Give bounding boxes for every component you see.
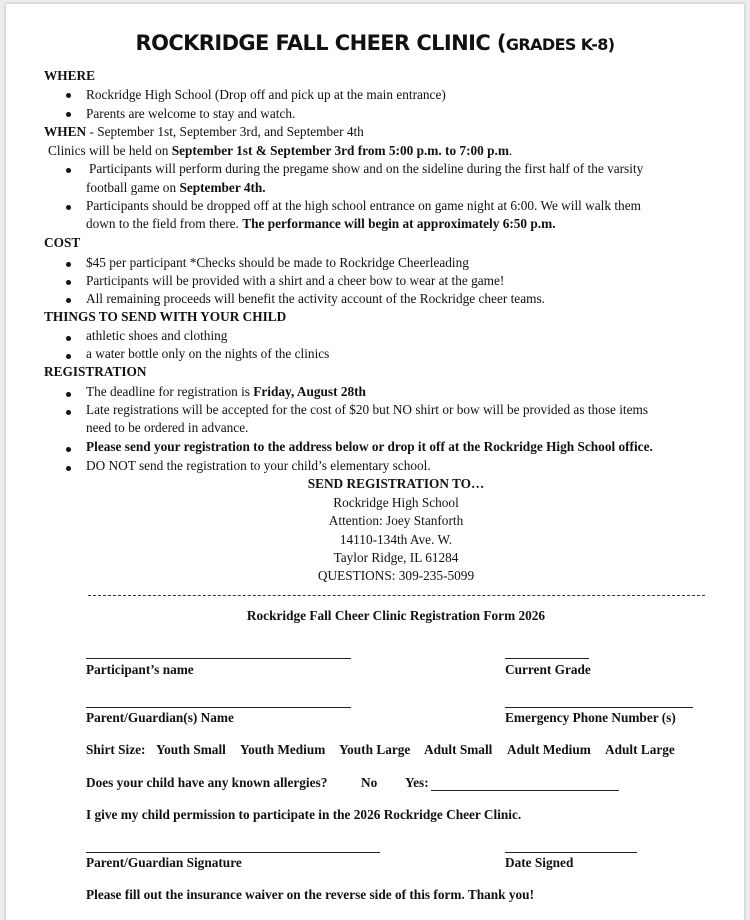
when-item1-bold: September 4th. [179, 180, 266, 195]
when-item1-line2 [86, 179, 266, 197]
when-held-bold: September 1st & September 3rd from 5:00 p.m. to 7:00 p.m [171, 143, 509, 158]
title-grades: GRADES K-8) [505, 35, 615, 54]
bullet-icon [66, 336, 71, 341]
registration-deadline: Friday, August 28th [253, 384, 366, 399]
shirt-size-option[interactable]: Youth Small [156, 742, 226, 757]
current-grade-label: Current Grade [505, 662, 591, 677]
when-heading: WHEN [44, 124, 87, 139]
bullet-icon [66, 410, 71, 415]
when-held-post: . [508, 143, 513, 158]
when-item1-text: football game on [86, 180, 180, 195]
bullet-icon [66, 354, 71, 359]
bullet-icon [66, 262, 71, 267]
where-item: Parents are welcome to stay and watch. [86, 106, 296, 121]
bullet-icon [66, 112, 71, 117]
bullet-icon [66, 447, 71, 452]
cost-heading: COST [44, 235, 81, 250]
when-held [48, 142, 512, 160]
registration-item1-text: The deadline for registration is [86, 384, 254, 399]
emergency-phone-label: Emergency Phone Number (s) [505, 710, 676, 725]
registration-item3: Please send your registration to the address below or drop it off at the Rockridge High School office. [86, 439, 653, 454]
where-item: Rockridge High School (Drop off and pick up at the main entrance) [86, 87, 446, 102]
allergies-field[interactable] [431, 790, 619, 791]
date-signed-field[interactable] [505, 852, 637, 853]
things-item: athletic shoes and clothing [86, 328, 228, 343]
cut-line [88, 595, 705, 596]
when-item2-line2 [86, 215, 556, 233]
emergency-phone-field[interactable] [505, 707, 693, 708]
registration-item4: DO NOT send the registration to your child’s elementary school. [86, 458, 431, 473]
date-signed-label: Date Signed [505, 855, 574, 870]
registration-item2-line2: need to be ordered in advance. [86, 420, 249, 435]
cost-item: Participants will be provided with a shirt and a cheer bow to wear at the game! [86, 273, 505, 288]
when-line [44, 123, 364, 141]
bullet-icon [66, 168, 71, 173]
things-heading: THINGS TO SEND WITH YOUR CHILD [44, 309, 287, 324]
page-title [0, 31, 750, 55]
bullet-icon [66, 93, 71, 98]
shirt-size-option[interactable]: Adult Medium [507, 742, 591, 757]
footer-note: Please fill out the insurance waiver on the reverse side of this form. Thank you! [86, 887, 535, 902]
guardian-name-label: Parent/Guardian(s) Name [86, 710, 234, 725]
where-heading: WHERE [44, 68, 95, 83]
address-line: Rockridge High School [333, 495, 459, 510]
when-item2-line1: Participants should be dropped off at the high school entrance on game night at 6:00. We will walk them [86, 198, 641, 213]
when-item2-text: down to the field from there. [86, 216, 243, 231]
bullet-icon [66, 280, 71, 285]
when-item2-bold: The performance will begin at approximately 6:50 p.m. [242, 216, 556, 231]
shirt-size-option[interactable]: Adult Small [424, 742, 493, 757]
form-title: Rockridge Fall Cheer Clinic Registration Form 2026 [246, 608, 546, 623]
address-line: 14110-134th Ave. W. [339, 532, 453, 547]
registration-item2-line1: Late registrations will be accepted for the cost of $20 but NO shirt or bow will be provided as those items [86, 402, 649, 417]
registration-heading: REGISTRATION [44, 364, 147, 379]
cost-item: All remaining proceeds will benefit the activity account of the Rockridge cheer teams. [86, 291, 545, 306]
when-dates: - September 1st, September 3rd, and September 4th [86, 124, 364, 139]
cost-item: $45 per participant *Checks should be made to Rockridge Cheerleading [86, 255, 469, 270]
bullet-icon [66, 298, 71, 303]
when-held-pre: Clinics will be held on [48, 143, 172, 158]
registration-item1 [86, 383, 366, 401]
shirt-size-option[interactable]: Youth Large [339, 742, 411, 757]
questions-phone: QUESTIONS: 309-235-5099 [317, 568, 475, 583]
participant-name-label: Participant’s name [86, 662, 194, 677]
allergies-no-option[interactable]: No [361, 775, 378, 790]
signature-label: Parent/Guardian Signature [86, 855, 242, 870]
things-item: a water bottle only on the nights of the clinics [86, 346, 330, 361]
address-line: Taylor Ridge, IL 61284 [333, 550, 459, 565]
bullet-icon [66, 392, 71, 397]
current-grade-field[interactable] [505, 658, 589, 659]
signature-field[interactable] [86, 852, 380, 853]
bullet-icon [66, 205, 71, 210]
shirt-size-label: Shirt Size: [86, 742, 146, 757]
shirt-size-option[interactable]: Adult Large [605, 742, 675, 757]
permission-statement: I give my child permission to participate in the 2026 Rockridge Cheer Clinic. [86, 807, 522, 822]
allergies-question: Does your child have any known allergies? [86, 775, 328, 790]
send-to-heading: SEND REGISTRATION TO… [307, 476, 485, 491]
when-item1-line1: Participants will perform during the pregame show and on the sideline during the first half of the varsity [89, 161, 644, 176]
address-line: Attention: Joey Stanforth [328, 513, 464, 528]
shirt-size-option[interactable]: Youth Medium [240, 742, 326, 757]
participant-name-field[interactable] [86, 658, 351, 659]
guardian-name-field[interactable] [86, 707, 351, 708]
allergies-yes-option[interactable]: Yes: [405, 775, 429, 790]
bullet-icon [66, 466, 71, 471]
title-main: ROCKRIDGE FALL CHEER CLINIC ( [135, 31, 506, 55]
